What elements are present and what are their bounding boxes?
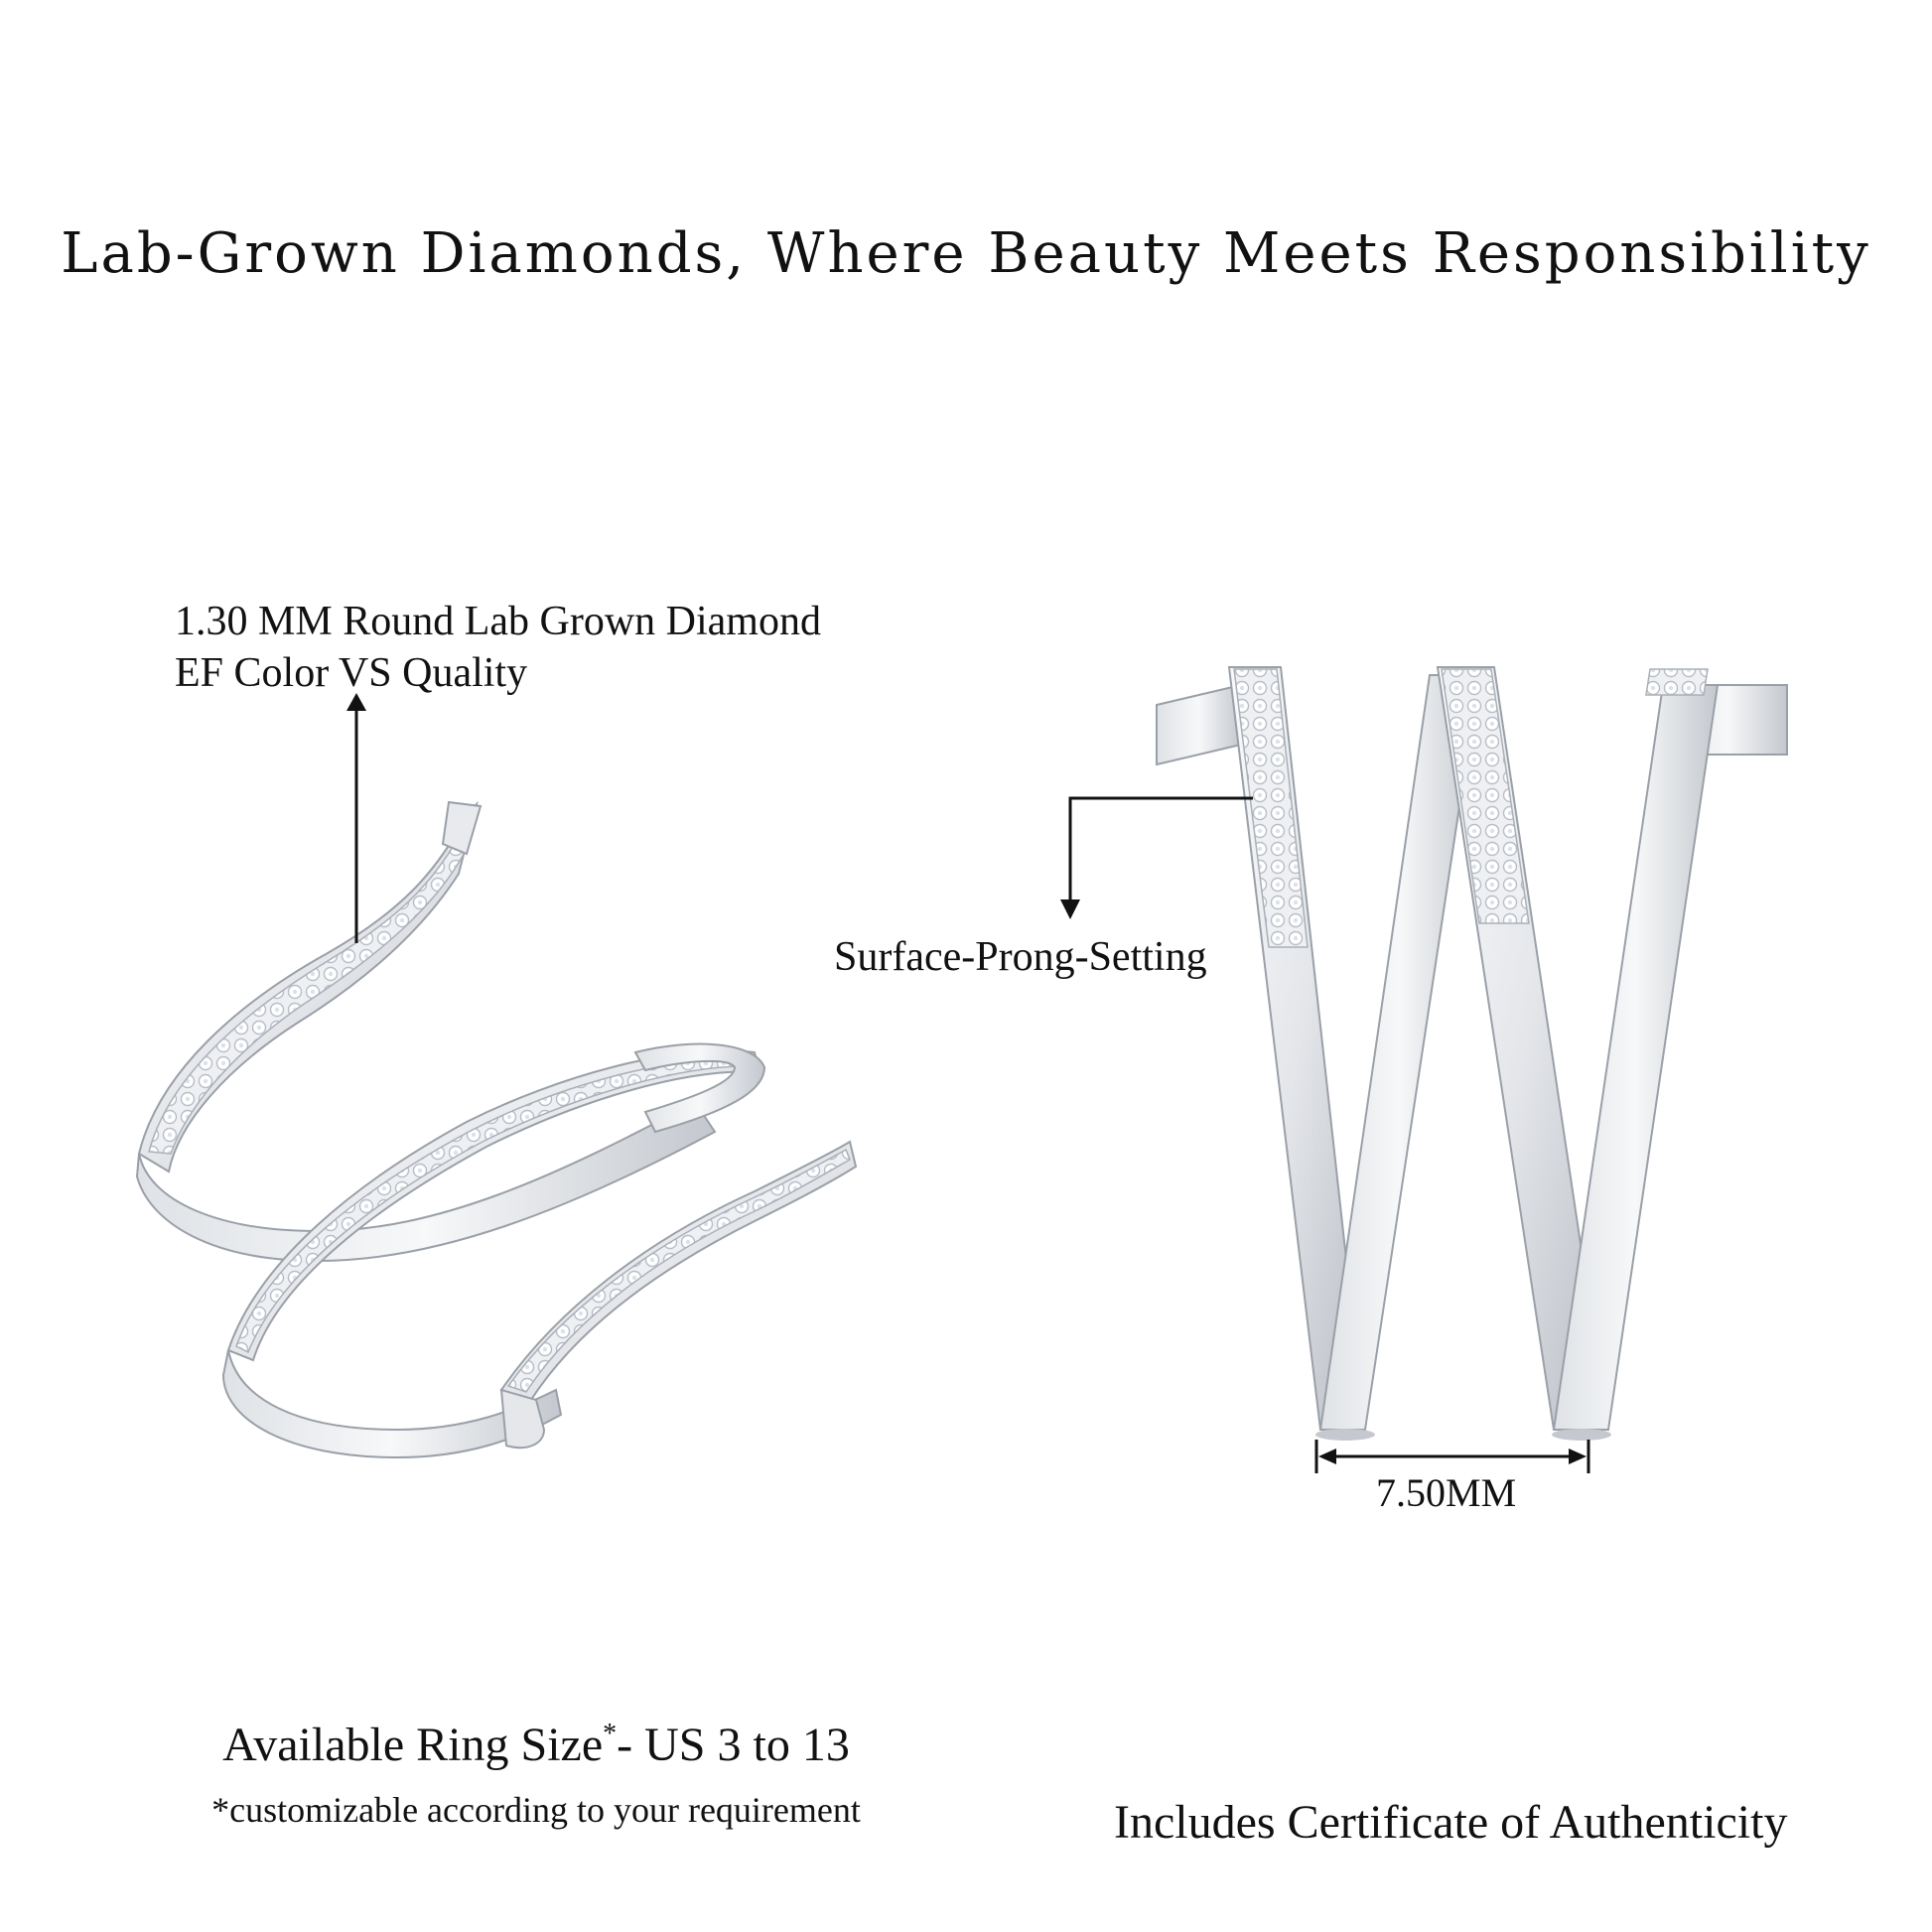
ring-size-line — [139, 1706, 933, 1774]
ring-size-label: Available Ring Size — [222, 1719, 604, 1771]
certificate-note: Includes Certificate of Authenticity — [1114, 1796, 1788, 1849]
diamond-spec-size: 1.30 MM Round Lab Grown Diamond — [175, 599, 821, 644]
spiral-ring-perspective — [137, 802, 856, 1457]
ring-size-info — [139, 1706, 933, 1834]
spiral-ring-front — [1157, 667, 1787, 1441]
diamond-spec-arrow — [346, 693, 366, 943]
ring-size-note: *customizable according to your requirement — [211, 1790, 861, 1830]
diamond-spec-grade: EF Color VS Quality — [175, 650, 528, 696]
ring-size-value: - US 3 to 13 — [617, 1719, 850, 1771]
width-dimension — [1316, 1440, 1588, 1473]
diamond-spec — [175, 596, 821, 699]
band-width-label: 7.50MM — [1376, 1470, 1517, 1515]
page-headline: Lab-Grown Diamonds, Where Beauty Meets Responsibility — [61, 221, 1871, 286]
setting-type-label: Surface-Prong-Setting — [834, 934, 1207, 980]
setting-label-arrow — [1060, 798, 1253, 919]
ring-size-asterisk: * — [603, 1719, 618, 1749]
